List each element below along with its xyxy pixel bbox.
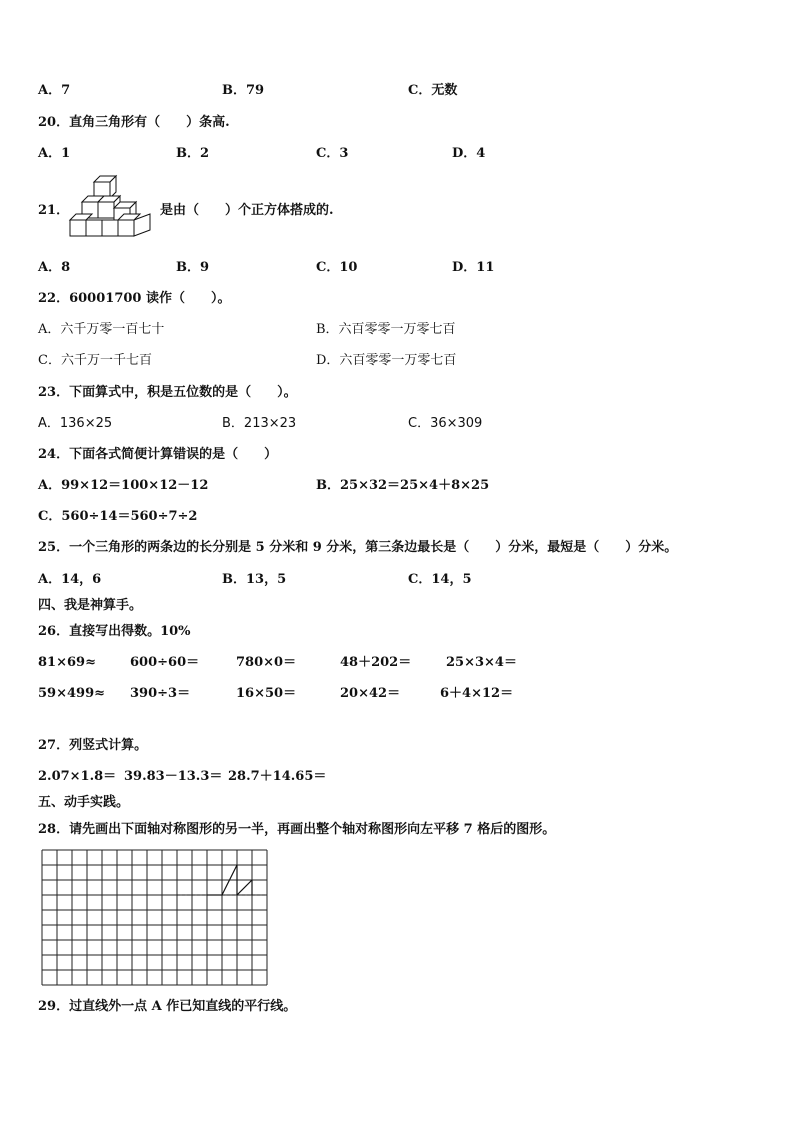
q27-item-3: 28.7＋14.65＝ bbox=[228, 769, 327, 784]
q22-question: 22．60001700 读作（ ）。 bbox=[38, 291, 231, 306]
q19-option-b: B．79 bbox=[222, 83, 265, 98]
q21-option-d: D．11 bbox=[452, 260, 495, 275]
q24-question: 24．下面各式简便计算错误的是（ ） bbox=[38, 447, 278, 462]
q20-option-d: D．4 bbox=[452, 146, 486, 161]
q25-option-c: C．14，5 bbox=[408, 572, 472, 587]
q26-r1-item-3: 780×0＝ bbox=[236, 655, 297, 670]
q21-option-c: C．10 bbox=[316, 260, 358, 275]
q25-option-a: A．14，6 bbox=[38, 572, 102, 587]
q27-item-1: 2.07×1.8＝ bbox=[38, 769, 117, 784]
q20-question: 20．直角三角形有（ ）条高. bbox=[38, 115, 230, 130]
q19-option-a: A．7 bbox=[38, 83, 71, 98]
q27-item-2: 39.83－13.3＝ bbox=[124, 769, 223, 784]
q21-option-a: A．8 bbox=[38, 260, 71, 275]
q26-r2-item-5: 6＋4×12＝ bbox=[440, 686, 514, 701]
q20-option-c: C．3 bbox=[316, 146, 349, 161]
q27-question: 27．列竖式计算。 bbox=[38, 738, 148, 753]
q24-option-a: A．99×12＝100×12－12 bbox=[38, 478, 209, 493]
q26-r2-item-1: 59×499≈ bbox=[38, 686, 106, 701]
q20-option-b: B．2 bbox=[176, 146, 210, 161]
q26-r1-item-2: 600÷60＝ bbox=[130, 655, 200, 670]
q22-option-b: B．六百零零一万零七百 bbox=[316, 322, 456, 337]
q26-r1-item-5: 25×3×4＝ bbox=[446, 655, 517, 670]
q23-option-a: A．136×25 bbox=[38, 416, 113, 431]
q21-option-b: B．9 bbox=[176, 260, 210, 275]
q25-option-b: B．13，5 bbox=[222, 572, 287, 587]
section-4-heading: 四、我是神算手。 bbox=[38, 598, 143, 613]
q20-option-a: A．1 bbox=[38, 146, 71, 161]
q23-option-c: C．36×309 bbox=[408, 416, 483, 431]
q22-option-a: A．六千万零一百七十 bbox=[38, 322, 165, 337]
q26-r2-item-4: 20×42＝ bbox=[340, 686, 401, 701]
cube-stack-figure bbox=[64, 174, 154, 244]
q28-question: 28．请先画出下面轴对称图形的另一半，再画出整个轴对称图形向左平移 7 格后的图形。 bbox=[38, 822, 556, 837]
q26-question: 26．直接写出得数。10% bbox=[38, 624, 191, 639]
q26-r2-item-2: 390÷3＝ bbox=[130, 686, 191, 701]
q26-r1-item-1: 81×69≈ bbox=[38, 655, 96, 670]
q21-question: 是由（ ）个正方体搭成的. bbox=[160, 203, 334, 218]
q22-option-c: C．六千万一千七百 bbox=[38, 353, 152, 368]
q26-r1-item-4: 48＋202＝ bbox=[340, 655, 412, 670]
q24-option-b: B．25×32＝25×4＋8×25 bbox=[316, 478, 490, 493]
q23-question: 23．下面算式中，积是五位数的是（ ）。 bbox=[38, 385, 297, 400]
symmetry-grid-figure bbox=[42, 850, 269, 987]
q29-question: 29．过直线外一点 A 作已知直线的平行线。 bbox=[38, 999, 297, 1014]
q25-question: 25．一个三角形的两条边的长分别是 5 分米和 9 分米，第三条边最长是（ ）分米，最短是（ ）分米。 bbox=[38, 540, 678, 555]
q24-option-c: C．560÷14＝560÷7÷2 bbox=[38, 509, 198, 524]
q19-option-c: C．无数 bbox=[408, 83, 458, 98]
section-5-heading: 五、动手实践。 bbox=[38, 795, 130, 810]
q21-number: 21． bbox=[38, 203, 70, 218]
q22-option-d: D．六百零零一万零七百 bbox=[316, 353, 457, 368]
q26-r2-item-3: 16×50＝ bbox=[236, 686, 297, 701]
q23-option-b: B．213×23 bbox=[222, 416, 297, 431]
